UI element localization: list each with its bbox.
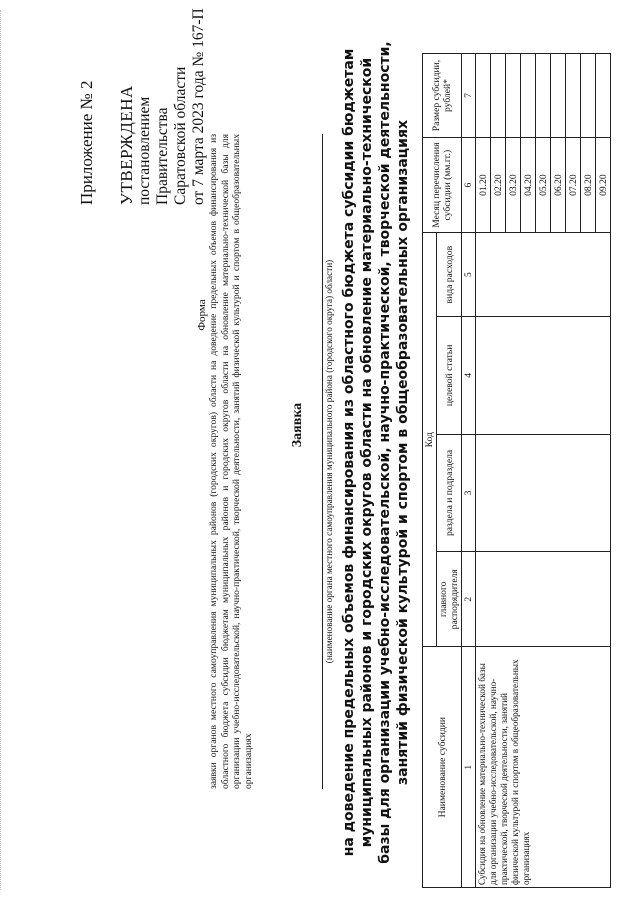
- month-cell: 09.20: [596, 138, 611, 233]
- approval-block: [78, 5, 208, 205]
- month-cell: 05.20: [536, 138, 551, 233]
- header-code: Код: [423, 233, 437, 647]
- table-row: [476, 54, 491, 888]
- approval-line-2: Саратовской области: [172, 66, 189, 205]
- month-cell: 04.20: [521, 138, 536, 233]
- month-cell: 02.20: [491, 138, 506, 233]
- month-cell: 06.20: [551, 138, 566, 233]
- column-number: 4: [462, 317, 476, 435]
- approved-heading: УТВЕРЖДЕНА: [117, 85, 136, 205]
- org-name-caption: (наименование органа местного самоуправления муниципального района (городского округа) области): [324, 259, 334, 664]
- amount-cell: [491, 54, 506, 138]
- month-cell: 07.20: [566, 138, 581, 233]
- chief-manager-cell: [476, 552, 611, 647]
- amount-cell: [551, 54, 566, 138]
- column-number: 3: [462, 434, 476, 552]
- org-name-line: [322, 134, 323, 789]
- amount-cell: [476, 54, 491, 138]
- form-label: Форма: [196, 299, 208, 331]
- header-expense-type: вида расходов: [437, 233, 462, 317]
- table-numbers-row: [462, 54, 476, 888]
- approval-line-1: постановлением Правительства: [136, 96, 171, 205]
- header-section: раздела и подраздела: [437, 434, 462, 552]
- request-title: Заявка: [290, 402, 305, 448]
- column-number: 5: [462, 233, 476, 317]
- target-article-cell: [476, 317, 611, 435]
- header-size: Размер субсидии, рублей*: [423, 54, 462, 138]
- appendix-number: Приложение № 2: [77, 80, 96, 205]
- amount-cell: [521, 54, 536, 138]
- amount-cell: [581, 54, 596, 138]
- column-number: 6: [462, 138, 476, 233]
- form-description: заявки органов местного самоуправления муниципальных районов (городских округов) области на доведение предельных объемов финансирования из областного бюджета субсидии бюджетам муниципальных районов и городских округов области на обновление материально-технической базы для организации учебно-исследовательской, научно-практической, творческой деятельности, занятий физической культурой и спортом в общеобразовательных организациях: [208, 134, 255, 789]
- subsidy-name-cell: Субсидия на обновление материально-технической базы для организации учебно-исследовательской, научно-практической, творческой деятельности, занятий физической культурой и спортом в общеобразовательных организациях: [476, 647, 611, 888]
- column-number: 1: [462, 647, 476, 888]
- amount-cell: [596, 54, 611, 138]
- column-number: 7: [462, 54, 476, 138]
- section-cell: [476, 434, 611, 552]
- request-main-title: на доведение предельных объемов финансирования из областного бюджета субсидии бюджетам муниципальных районов и городских округов области на обновление материально-технической базы для организации учебно-исследовательской, научно-практической, творческой деятельности, занятий физической культурой и спортом в общеобразовательных организациях: [341, 41, 411, 864]
- amount-cell: [566, 54, 581, 138]
- month-cell: 03.20: [506, 138, 521, 233]
- header-chief-manager: главного распорядителя: [437, 552, 462, 647]
- table-header-row: [423, 54, 437, 888]
- month-cell: 01.20: [476, 138, 491, 233]
- month-cell: 08.20: [581, 138, 596, 233]
- header-subsidy-name: Наименование субсидии: [423, 647, 462, 888]
- request-table: [422, 53, 611, 888]
- column-number: 2: [462, 552, 476, 647]
- amount-cell: [506, 54, 521, 138]
- header-month: Месяц перечисления субсидии (мм.гг.): [423, 138, 462, 233]
- expense-type-cell: [476, 233, 611, 317]
- approval-line-3: от 7 марта 2023 года № 167-П: [190, 8, 207, 205]
- header-target-article: целевой статьи: [437, 317, 462, 435]
- amount-cell: [536, 54, 551, 138]
